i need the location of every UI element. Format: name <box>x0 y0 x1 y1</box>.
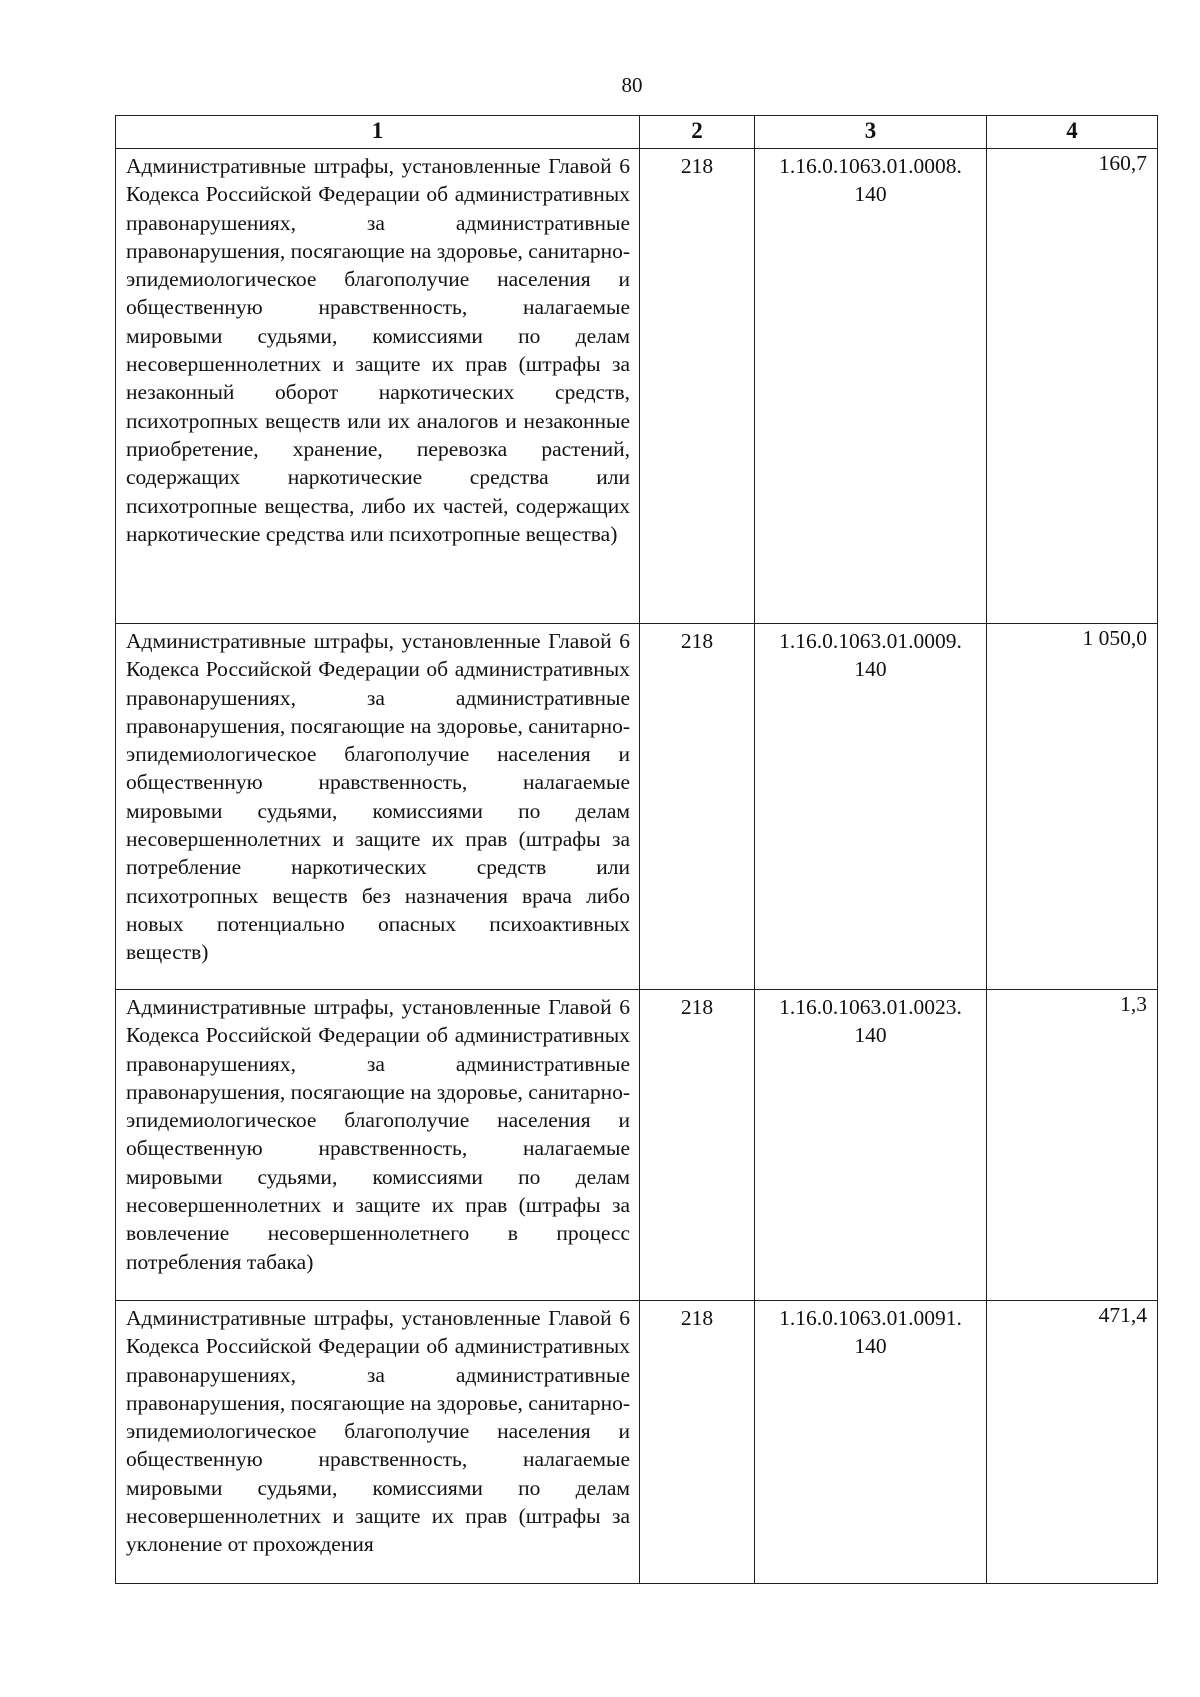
row-amount: 1 050,0 <box>987 624 1158 990</box>
row-kbk-code <box>755 624 987 990</box>
row-admin-code: 218 <box>640 149 755 624</box>
row-kbk-code <box>755 990 987 1301</box>
row-description: Административные штрафы, установленные Главой 6 Кодекса Российской Федерации об административных правонарушениях, за административные правонарушения, посягающие на здоровье, санитарно-эпидемиологическое благополучие населения и общественную нравственность, налагаемые мировыми судьями, комиссиями по делам несовершеннолетних и защите их прав (штрафы за вовлечение несовершеннолетнего в процесс потребления табака) <box>116 990 640 1301</box>
kbk-line-2: 140 <box>854 1334 887 1359</box>
page-number: 80 <box>621 73 643 97</box>
table-row <box>116 1301 1158 1584</box>
column-header-1: 1 <box>116 116 640 149</box>
kbk-line-1: 1.16.0.1063.01.0091. <box>779 1306 962 1330</box>
table-header-row <box>116 116 1158 149</box>
row-admin-code: 218 <box>640 990 755 1301</box>
column-header-2: 2 <box>640 116 755 149</box>
row-amount: 1,3 <box>987 990 1158 1301</box>
table-row <box>116 990 1158 1301</box>
row-kbk-code <box>755 1301 987 1584</box>
kbk-line-1: 1.16.0.1063.01.0009. <box>779 629 962 653</box>
row-amount: 471,4 <box>987 1301 1158 1584</box>
row-description: Административные штрафы, установленные Главой 6 Кодекса Российской Федерации об административных правонарушениях, за административные правонарушения, посягающие на здоровье, санитарно-эпидемиологическое благополучие населения и общественную нравственность, налагаемые мировыми судьями, комиссиями по делам несовершеннолетних и защите их прав (штрафы за потребление наркотических средств или психотропных веществ без назначения врача либо новых потенциально опасных психоактивных веществ) <box>116 624 640 990</box>
row-admin-code: 218 <box>640 1301 755 1584</box>
table-row <box>116 624 1158 990</box>
row-admin-code: 218 <box>640 624 755 990</box>
kbk-line-2: 140 <box>854 182 887 207</box>
kbk-line-1: 1.16.0.1063.01.0023. <box>779 995 962 1019</box>
row-amount: 160,7 <box>987 149 1158 624</box>
column-header-3: 3 <box>755 116 987 149</box>
kbk-line-2: 140 <box>854 657 887 682</box>
kbk-line-2: 140 <box>854 1023 887 1048</box>
kbk-line-1: 1.16.0.1063.01.0008. <box>779 154 962 178</box>
revenue-table <box>115 115 1158 1584</box>
table-row <box>116 149 1158 624</box>
column-header-4: 4 <box>987 116 1158 149</box>
row-description: Административные штрафы, установленные Главой 6 Кодекса Российской Федерации об административных правонарушениях, за административные правонарушения, посягающие на здоровье, санитарно-эпидемиологическое благополучие населения и общественную нравственность, налагаемые мировыми судьями, комиссиями по делам несовершеннолетних и защите их прав (штрафы за незаконный оборот наркотических средств, психотропных веществ или их аналогов и незаконные приобретение, хранение, перевозка растений, содержащих наркотические средства или психотропные вещества, либо их частей, содержащих наркотические средства или психотропные вещества) <box>116 149 640 624</box>
row-kbk-code <box>755 149 987 624</box>
row-description: Административные штрафы, установленные Главой 6 Кодекса Российской Федерации об административных правонарушениях, за административные правонарушения, посягающие на здоровье, санитарно-эпидемиологическое благополучие населения и общественную нравственность, налагаемые мировыми судьями, комиссиями по делам несовершеннолетних и защите их прав (штрафы за уклонение от прохождения <box>116 1301 640 1584</box>
